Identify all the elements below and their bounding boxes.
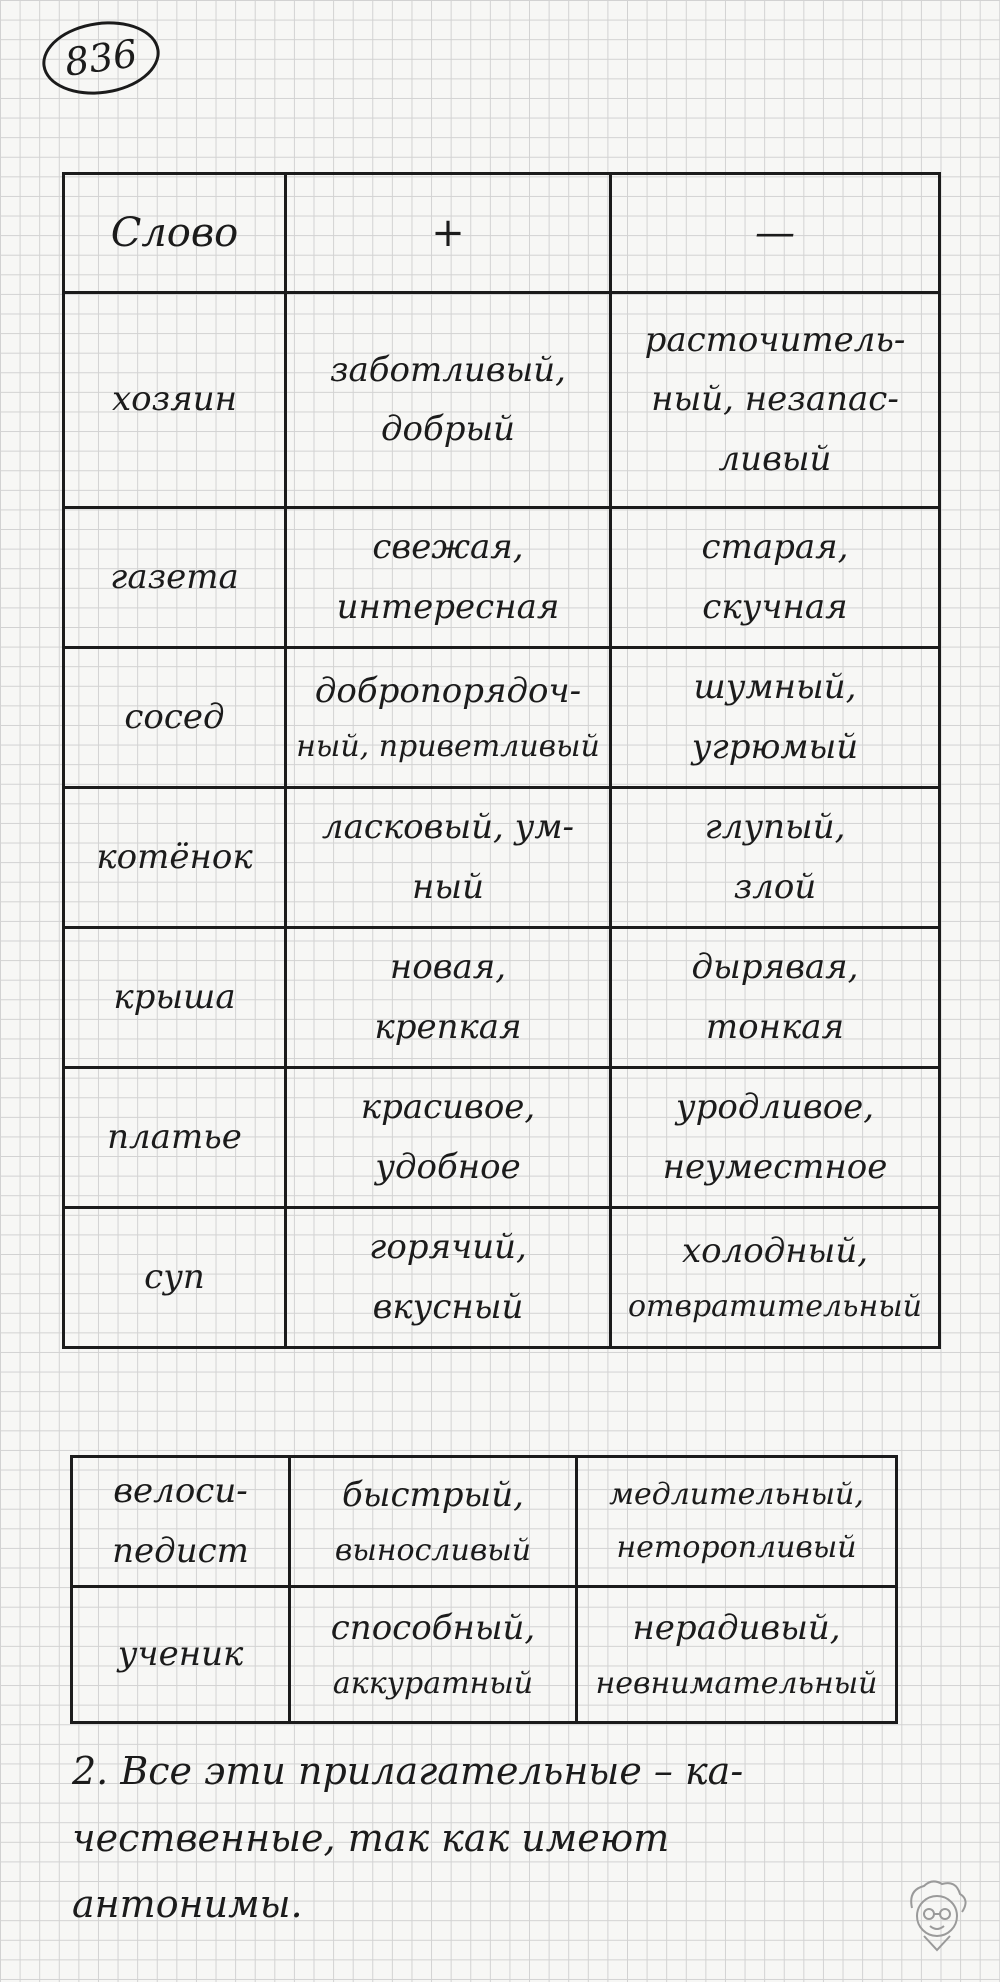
table-row: [72, 1457, 897, 1587]
cell-line: ный, незапас-: [651, 379, 899, 420]
cell-line: угрюмый: [691, 726, 859, 767]
row-negative: [611, 1068, 940, 1208]
row-positive: [286, 928, 611, 1068]
row-word: платье: [64, 1068, 286, 1208]
row-word: крыша: [64, 928, 286, 1068]
header-negative: —: [611, 174, 940, 293]
header-positive: +: [286, 174, 611, 293]
row-negative: [611, 1208, 940, 1348]
table-row: [64, 293, 940, 508]
cell-line: способный,: [330, 1607, 536, 1648]
row-positive: [286, 648, 611, 788]
table-row: [64, 508, 940, 648]
cell-line: горячий,: [369, 1227, 527, 1267]
row-negative: [611, 928, 940, 1068]
cell-line: ный: [412, 866, 484, 907]
row-word: суп: [64, 1208, 286, 1348]
cell-line: неторопливый: [616, 1529, 857, 1565]
row-word: [72, 1587, 290, 1723]
conclusion-line: чественные, так как имеют: [72, 1815, 670, 1860]
cell-line: расточитель-: [644, 319, 906, 360]
row-negative: [611, 508, 940, 648]
row-word: газета: [64, 508, 286, 648]
row-negative: [611, 648, 940, 788]
cell-line: уродливое,: [675, 1087, 875, 1127]
cell-line: ученик: [117, 1633, 244, 1674]
antonym-table: [62, 172, 941, 1349]
row-word: сосед: [64, 648, 286, 788]
cell-line: быстрый,: [342, 1474, 524, 1515]
cell-line: отвратительный: [628, 1289, 922, 1324]
mascot-watermark-icon: [902, 1878, 972, 1954]
cell-line: интересная: [336, 586, 560, 627]
cell-line: ливый: [718, 438, 832, 479]
cell-line: добрый: [380, 409, 516, 449]
row-negative: [611, 788, 940, 928]
cell-line: нерадивый,: [632, 1607, 841, 1648]
cell-line: велоси-: [113, 1471, 248, 1511]
cell-line: удобное: [375, 1146, 521, 1187]
cell-line: шумный,: [693, 667, 857, 707]
row-positive: [286, 1068, 611, 1208]
conclusion-text: [72, 1738, 932, 1938]
table-row: [64, 1208, 940, 1348]
cell-line: добропорядоч-: [314, 670, 582, 711]
table-row: [64, 1068, 940, 1208]
cell-line: свежая,: [372, 527, 524, 567]
cell-line: скучная: [702, 586, 848, 627]
row-word: котёнок: [64, 788, 286, 928]
header-word: Слово: [64, 174, 286, 293]
conclusion-line: 2. Все эти прилагательные – ка-: [72, 1749, 744, 1793]
row-positive: [290, 1457, 577, 1587]
cell-line: неуместное: [662, 1146, 888, 1187]
table-row: [72, 1587, 897, 1723]
table-row: [64, 928, 940, 1068]
task-number: 836: [62, 31, 140, 85]
cell-line: тонкая: [705, 1006, 845, 1047]
cell-line: аккуратный: [332, 1666, 534, 1701]
row-positive: [286, 788, 611, 928]
row-negative: [611, 293, 940, 508]
cell-line: выносливый: [334, 1533, 532, 1568]
cell-line: красивое,: [360, 1087, 536, 1127]
conclusion-line: антонимы.: [72, 1882, 303, 1926]
cell-line: дырявая,: [691, 947, 859, 987]
table-row: [64, 788, 940, 928]
cell-line: педист: [112, 1530, 249, 1571]
extra-antonym-table: [70, 1455, 898, 1724]
cell-line: старая,: [701, 527, 849, 567]
table-row: [64, 648, 940, 788]
row-word: хозяин: [64, 293, 286, 508]
cell-line: вкусный: [372, 1286, 524, 1327]
cell-line: ный, приветливый: [296, 729, 600, 764]
cell-line: заботливый,: [329, 349, 566, 390]
row-word: [72, 1457, 290, 1587]
cell-line: ласковый, ум-: [321, 807, 575, 847]
cell-line: новая,: [389, 947, 507, 987]
row-negative: [577, 1587, 897, 1723]
cell-line: злой: [733, 866, 817, 907]
row-positive: [290, 1587, 577, 1723]
task-number-badge: [38, 14, 165, 102]
row-negative: [577, 1457, 897, 1587]
table-header-row: [64, 174, 940, 293]
cell-line: медлительный,: [609, 1477, 864, 1512]
row-positive: [286, 293, 611, 508]
cell-line: глупый,: [704, 807, 846, 847]
row-positive: [286, 1208, 611, 1348]
row-positive: [286, 508, 611, 648]
cell-line: невнимательный: [595, 1666, 878, 1701]
cell-line: крепкая: [374, 1006, 522, 1047]
cell-line: холодный,: [681, 1230, 869, 1271]
